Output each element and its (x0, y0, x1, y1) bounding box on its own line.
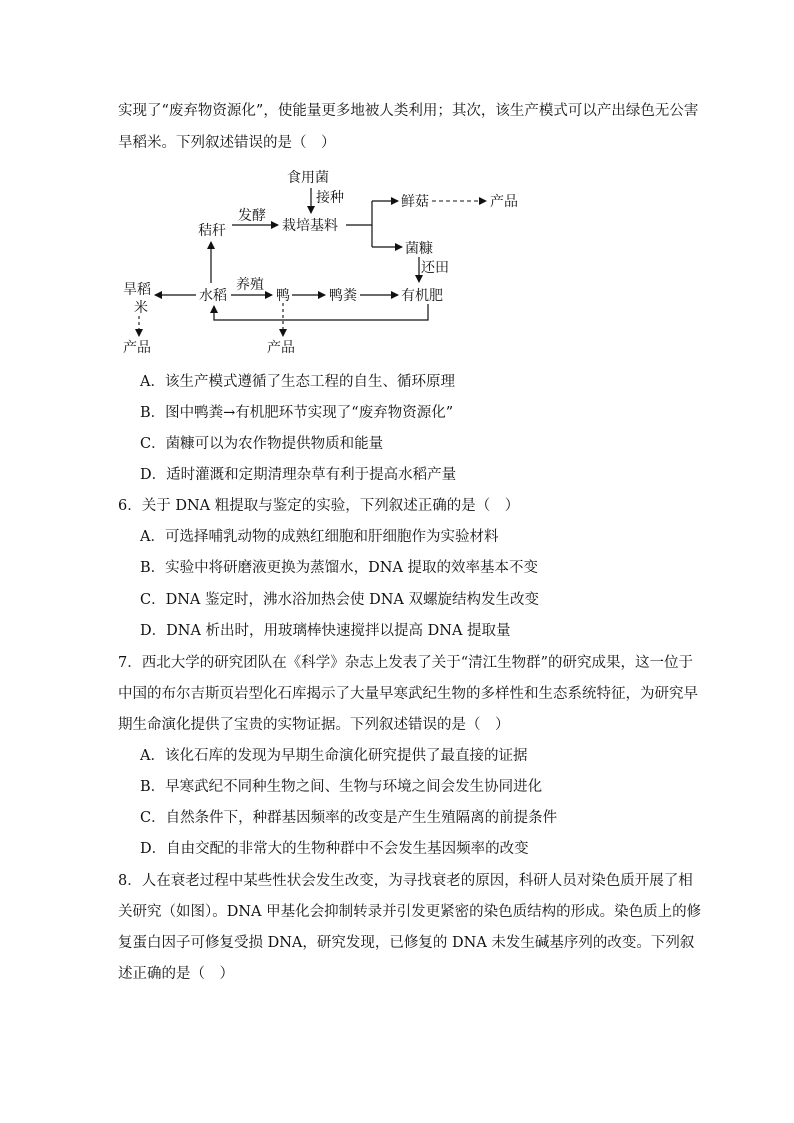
label-ya: 鸭 (276, 288, 290, 304)
label-huantian: 还田 (421, 260, 449, 276)
q6-option-d: D．DNA 析出时，用玻璃棒快速搅拌以提高 DNA 提取量 (140, 623, 511, 639)
q7-option-d: D．自由交配的非常大的生物种群中不会发生基因频率的改变 (140, 841, 529, 857)
q6-option-c: C．DNA 鉴定时，沸水浴加热会使 DNA 双螺旋结构发生改变 (140, 592, 539, 608)
q5-option-c: C．菌糠可以为农作物提供物质和能量 (140, 436, 384, 452)
q8-stem-line-4: 述正确的是（ ） (118, 966, 234, 982)
q8-stem-line-2: 关研究（如图）。DNA 甲基化会抑制转录并引发更紧密的染色质结构的形成。染色质上的修 (118, 904, 702, 920)
label-shuidao: 水稻 (199, 288, 227, 304)
label-junkang: 菌糠 (405, 241, 433, 257)
q5-stem-line-1: 实现了“废弃物资源化”，使能量更多地被人类利用；其次，该生产模式可以产出绿色无公害 (118, 103, 699, 119)
label-youjifei: 有机肥 (401, 288, 443, 304)
label-chanpin-3: 产品 (267, 340, 295, 356)
q7-stem-line-2: 中国的布尔吉斯页岩型化石库揭示了大量早寒武纪生物的多样性和生态系统特征，为研究早 (118, 686, 698, 702)
arrow-youjifei-shuidao (214, 304, 428, 320)
label-jiegan: 秸秆 (198, 223, 226, 239)
label-handao-1: 旱稻 (123, 282, 151, 298)
label-fajiao: 发酵 (238, 208, 266, 224)
label-shiyongjun: 食用菌 (287, 170, 329, 186)
q7-option-b: B．早寒武纪不同种生物之间、生物与环境之间会发生协同进化 (140, 779, 543, 795)
label-yafen: 鸭粪 (329, 288, 357, 304)
q8-stem-line-3: 复蛋白因子可修复受损 DNA，研究发现，已修复的 DNA 未发生碱基序列的改变。下列叙 (118, 935, 695, 951)
q5-option-a: A．该生产模式遵循了生态工程的自生、循环原理 (140, 374, 455, 390)
label-xiangu: 鲜菇 (401, 194, 429, 210)
q6-option-a: A．可选择哺乳动物的成熟红细胞和肝细胞作为实验材料 (140, 529, 499, 545)
label-chanpin-1: 产品 (490, 194, 518, 210)
q7-stem-line-3: 期生命演化提供了宝贵的实物证据。下列叙述错误的是（ ） (118, 717, 510, 733)
q7-stem-line-1: 7．西北大学的研究团队在《科学》杂志上发表了关于“清江生物群”的研究成果，这一位于 (118, 655, 694, 671)
q7-option-a: A．该化石库的发现为早期生命演化研究提供了最直接的证据 (140, 748, 528, 764)
label-yangzhi: 养殖 (236, 277, 264, 293)
label-handao-2: 米 (134, 300, 148, 316)
q7-option-c: C．自然条件下，种群基因频率的改变是产生生殖隔离的前提条件 (140, 810, 558, 826)
eco-agriculture-diagram (110, 158, 550, 363)
q6-option-b: B．实验中将研磨液更换为蒸馏水，DNA 提取的效率基本不变 (140, 560, 539, 576)
label-zaipei: 栽培基料 (282, 218, 338, 234)
q8-stem-line-1: 8．人在衰老过程中某些性状会发生改变，为寻找衰老的原因，科研人员对染色质开展了相 (118, 873, 693, 889)
q5-option-d: D．适时灌溉和定期清理杂草有利于提高水稻产量 (140, 467, 457, 483)
q6-stem: 6．关于 DNA 粗提取与鉴定的实验，下列叙述正确的是（ ） (118, 498, 520, 514)
label-jiezhong: 接种 (316, 190, 344, 206)
q5-stem-line-2: 旱稻米。下列叙述错误的是（ ） (118, 135, 336, 151)
label-chanpin-2: 产品 (123, 340, 151, 356)
q5-option-b: B．图中鸭粪→有机肥环节实现了“废弃物资源化” (140, 405, 454, 421)
